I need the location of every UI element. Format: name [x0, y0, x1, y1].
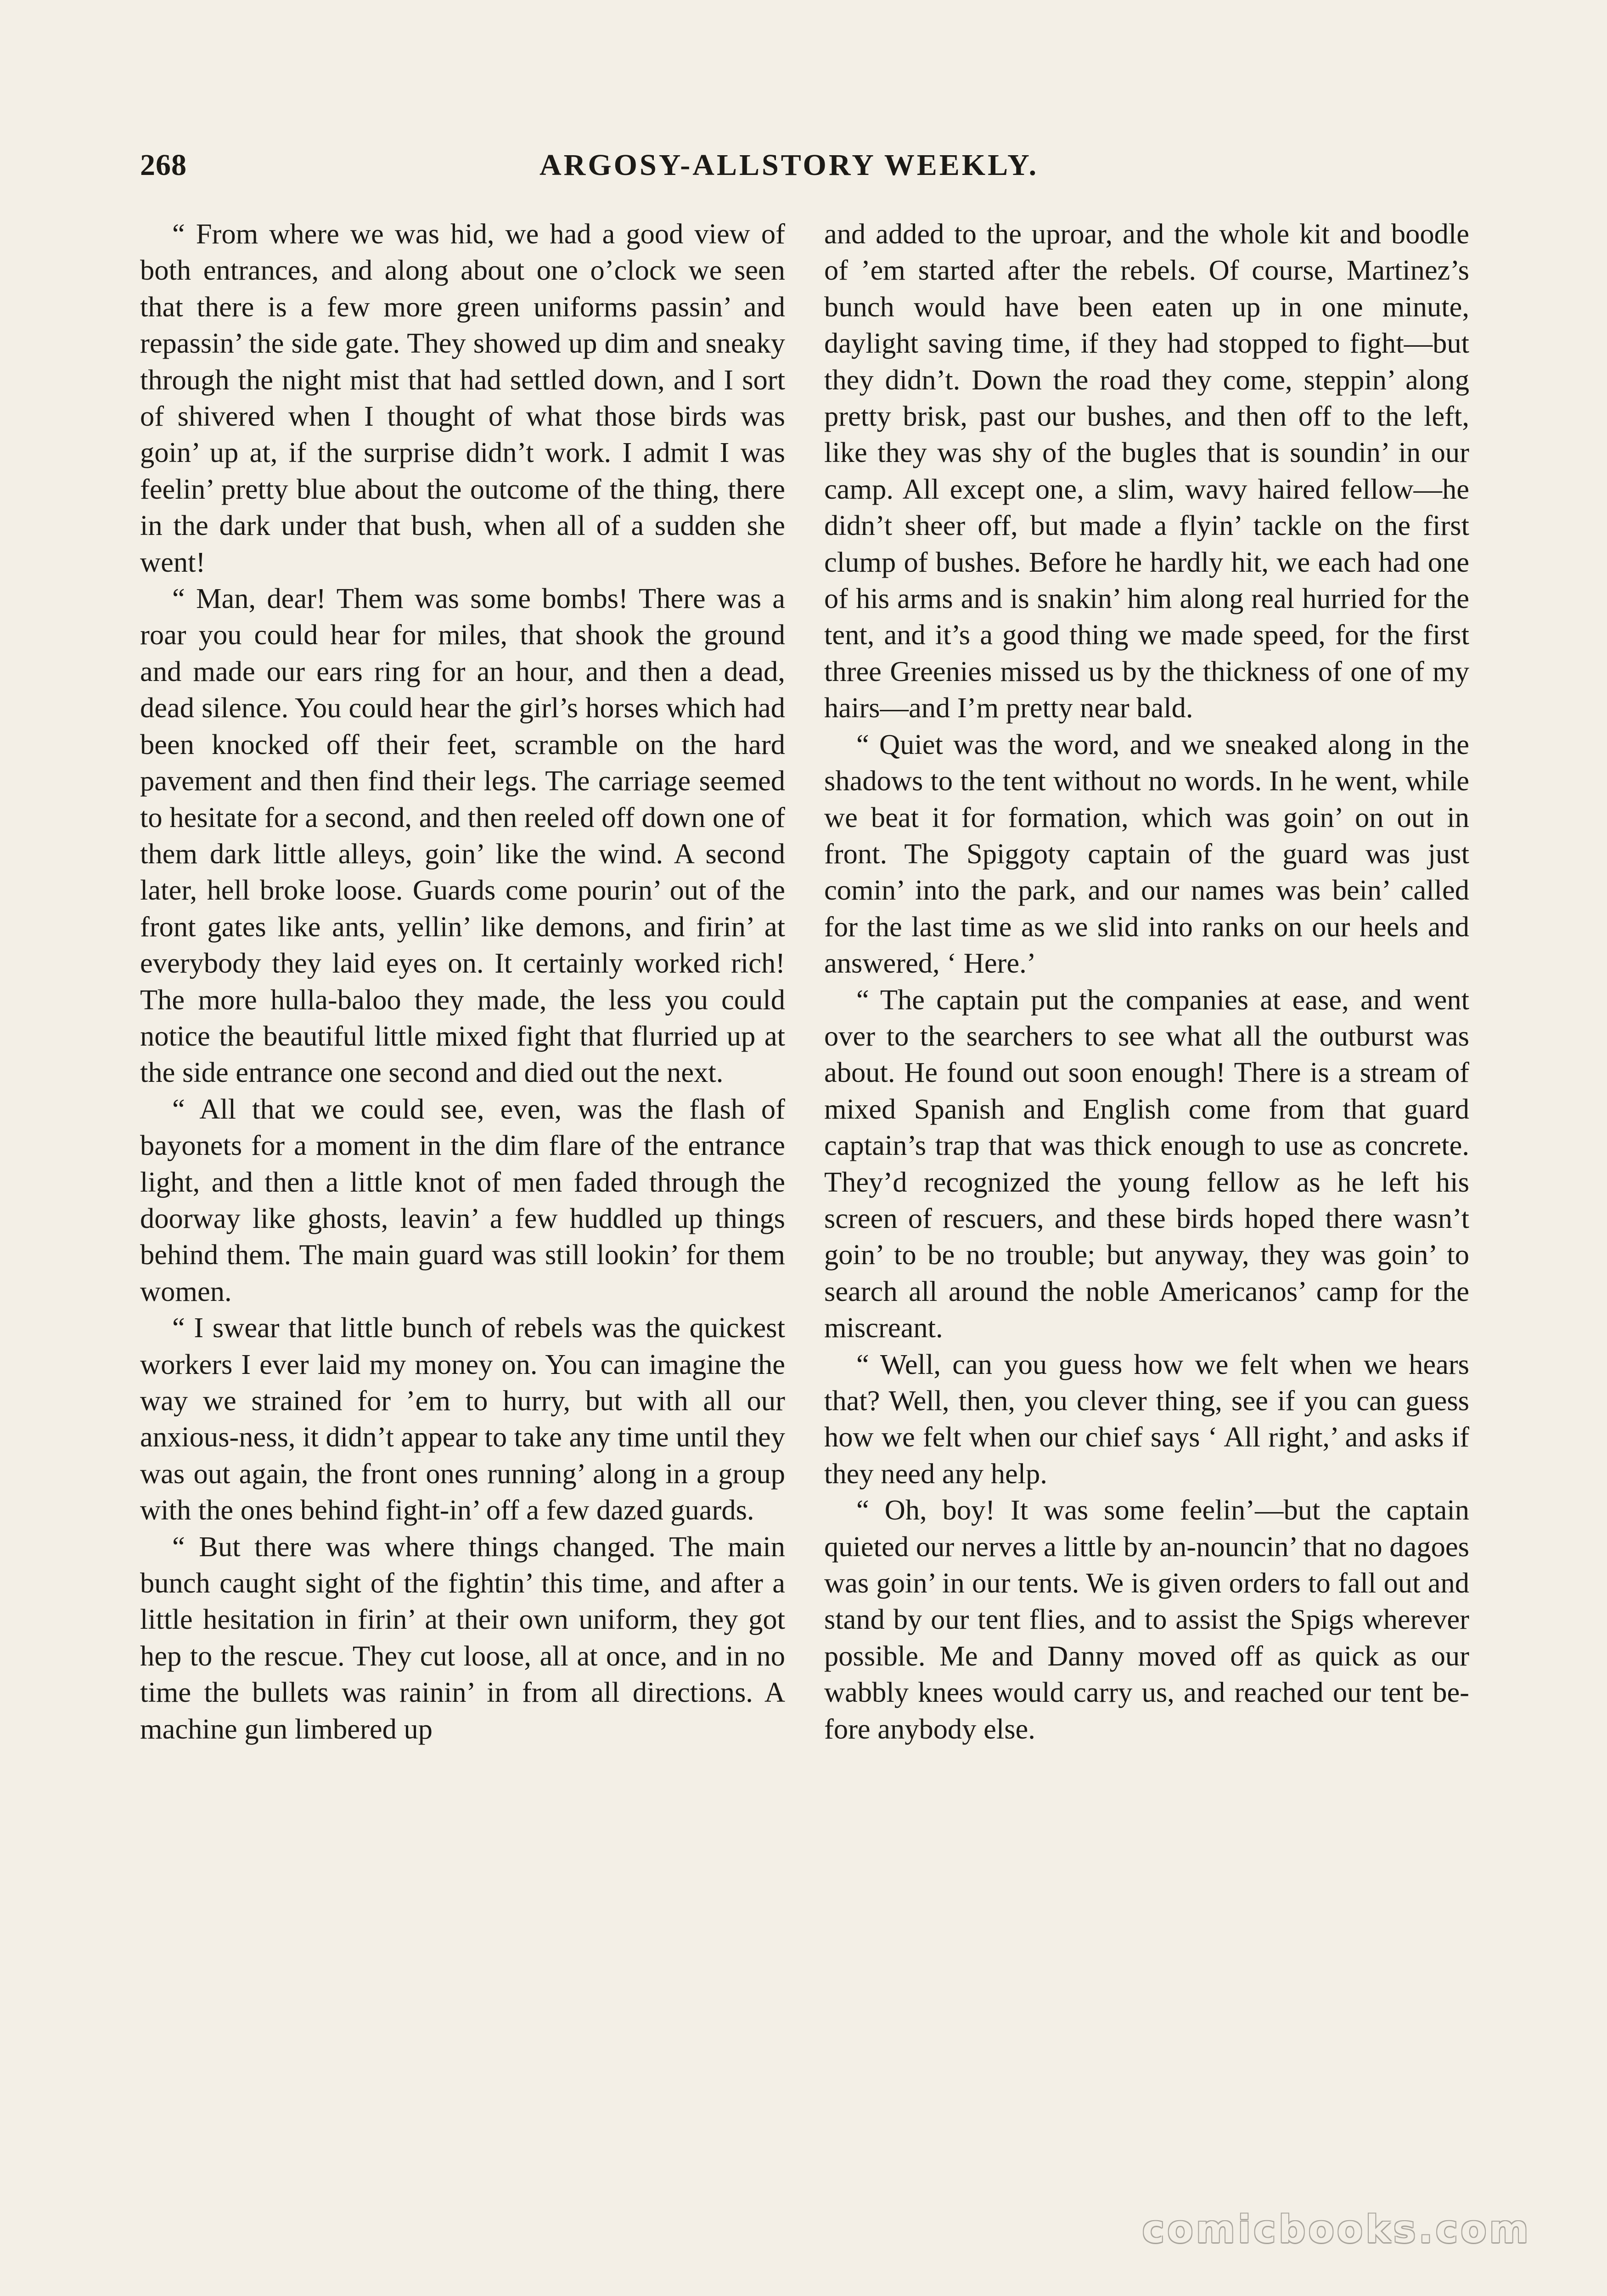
paragraph: “ Oh, boy! It was some feelin’—but the captain quieted our nerves a little by an-nouncin’ that no dagoes was goin’ in our tents. We is given orders to fall out and stand by our tent flies, and to assist the Spigs wherever possible. Me and Danny moved off as quick as our wabbly knees would carry us, and reached our tent be-fore anybody else.: [824, 1494, 1469, 1745]
paragraph: “ I swear that little bunch of rebels was the quickest workers I ever laid my money on. You can imagine the way we strained for ’em to hurry, but with all our anxious-ness, it didn’t appear to take any time until they was out again, the front ones running’ along in a group with the ones behind fight-in’ off a few dazed guards.: [140, 1311, 785, 1526]
running-head: ARGOSY-ALLSTORY WEEKLY.: [539, 148, 1039, 182]
source-watermark: comicbooks.com: [1142, 2208, 1531, 2251]
paragraph: “ Quiet was the word, and we sneaked along in the shadows to the tent without no words. In he went, while we beat it for formation, which was goin’ on out in front. The Spiggoty captain of the guard was just comin’ into the park, and our names was bein’ called for the last time as we slid into ranks on our heels and answered, ‘ Here.’: [824, 728, 1469, 979]
paragraph: “ The captain put the companies at ease, and went over to the searchers to see what all the outburst was about. He found out soon enough! There is a stream of mixed Spanish and English come from that guard captain’s trap that was thick enough to use as concrete. They’d recognized the young fellow as he left his screen of rescuers, and these birds hoped there wasn’t goin’ to be no trouble; but anyway, they was goin’ to search all around the noble Americanos’ camp for the miscreant.: [824, 983, 1469, 1344]
text-column-right: [824, 216, 1469, 2154]
paragraph: “ Man, dear! Them was some bombs! There was a roar you could hear for miles, that shook the ground and made our ears ring for an hour, and then a dead, dead silence. You could hear the girl’s horses which had been knocked off their feet, scramble on the hard pavement and then find their legs. The carriage seemed to hesitate for a second, and then reeled off down one of them dark little alleys, goin’ like the wind. A second later, hell broke loose. Guards come pourin’ out of the front gates like ants, yellin’ like demons, and firin’ at everybody they laid eyes on. It certainly worked rich! The more hulla-baloo they made, the less you could notice the beautiful little mixed fight that flurried up at the side entrance one second and died out the next.: [140, 582, 785, 1089]
paragraph: “ From where we was hid, we had a good view of both entrances, and along about one o’clock we seen that there is a few more green uniforms passin’ and repassin’ the side gate. They showed up dim and sneaky through the night mist that had settled down, and I sort of shivered when I thought of what those birds was goin’ up at, if the surprise didn’t work. I admit I was feelin’ pretty blue about the outcome of the thing, there in the dark under that bush, when all of a sudden she went!: [140, 218, 785, 578]
paragraph: “ Well, can you guess how we felt when we hears that? Well, then, you clever thing, see if you can guess how we felt when our chief says ‘ All right,’ and asks if they need any help.: [824, 1348, 1469, 1490]
paragraph-continued: and added to the uproar, and the whole kit and boodle of ’em started after the rebels. Of course, Martinez’s bunch would have been eaten up in one minute, daylight saving time, if they had stopped to fight—but they didn’t. Down the road they come, steppin’ along pretty brisk, past our bushes, and then off to the left, like they was shy of the bugles that is soundin’ in our camp. All except one, a slim, wavy haired fellow—he didn’t sheer off, but made a flyin’ tackle on the first clump of bushes. Before he hardly hit, we each had one of his arms and is snakin’ him along real hurried for the tent, and it’s a good thing we made speed, for the first three Greenies missed us by the thickness of one of my hairs—and I’m pretty near bald.: [824, 218, 1469, 724]
text-column-left: [140, 216, 785, 2154]
page-number: 268: [140, 148, 187, 182]
paragraph: “ All that we could see, even, was the flash of bayonets for a moment in the dim flare of the entrance light, and then a little knot of men faded through the doorway like ghosts, leavin’ a few huddled up things behind them. The main guard was still lookin’ for them women.: [140, 1092, 785, 1307]
page-header: [140, 138, 1081, 193]
paragraph: “ But there was where things changed. The main bunch caught sight of the fightin’ this time, and after a little hesitation in firin’ at their own uniform, they got hep to the rescue. They cut loose, all at once, and in no time the bullets was rainin’ in from all directions. A machine gun limbered up: [140, 1530, 785, 1745]
